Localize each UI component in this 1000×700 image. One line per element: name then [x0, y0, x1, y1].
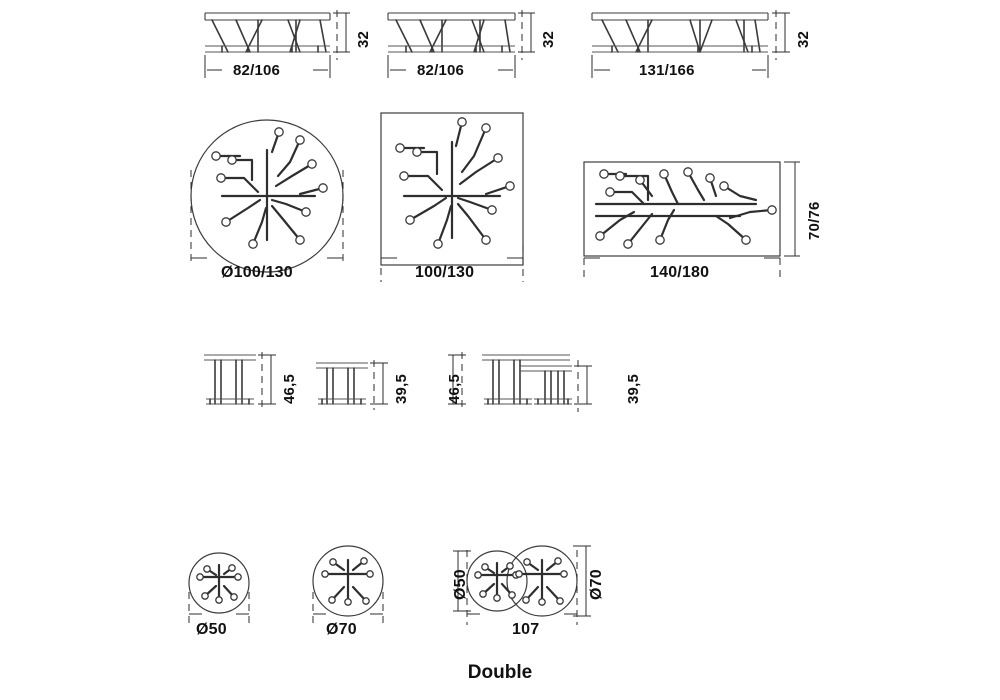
elevation-rectangular-geometry	[592, 13, 768, 52]
elevation-small-round-geometry	[388, 13, 515, 52]
plan-round-geometry	[191, 120, 343, 272]
plan-square-label: 100/130	[415, 264, 475, 281]
plan-rectangular-geometry	[584, 162, 780, 256]
base-elevation-tall-geometry	[204, 355, 256, 404]
elevation-2-width-label: 82/106	[417, 62, 465, 79]
plan-square-geometry	[381, 113, 523, 265]
elevation-3-width-label: 131/166	[639, 62, 695, 79]
base-elevation-double-geometry	[482, 355, 572, 404]
base-elevation-short-dimension	[370, 360, 388, 410]
base-plan-double-right-label: Ø70	[588, 569, 605, 600]
elevation-1-height-label: 32	[355, 30, 372, 48]
base-elevation-short-geometry	[316, 363, 368, 404]
base-elevation-tall-dimension	[258, 352, 276, 410]
base-plan-small-geometry	[189, 553, 249, 613]
elevation-2-height-label: 32	[540, 30, 557, 48]
plan-rectangular-label: 140/180	[650, 264, 710, 281]
base-elevation-short-2-label: 39,5	[625, 374, 642, 404]
elevation-1-width-label: 82/106	[233, 62, 281, 79]
plan-rectangular-height-label: 70/76	[806, 201, 823, 240]
base-elevation-tall-2-label: 46,5	[446, 374, 463, 404]
elevation-small-square-geometry	[205, 13, 330, 52]
base-plan-large-label: Ø70	[326, 621, 357, 638]
base-elevation-tall-label: 46,5	[281, 374, 298, 404]
base-plan-small-label: Ø50	[196, 621, 227, 638]
base-plan-double-geometry	[467, 546, 577, 616]
base-plan-double-left-label: Ø50	[452, 569, 469, 600]
base-plan-large-geometry	[313, 546, 383, 616]
sheet-title: Double	[467, 662, 533, 683]
plan-round-label: Ø100/130	[221, 264, 293, 281]
base-elevation-short-label: 39,5	[393, 374, 410, 404]
base-plan-double-width-label: 107	[512, 621, 540, 638]
base-plan-double-dimensions	[453, 546, 591, 625]
elevation-3-height-label: 32	[795, 30, 812, 48]
